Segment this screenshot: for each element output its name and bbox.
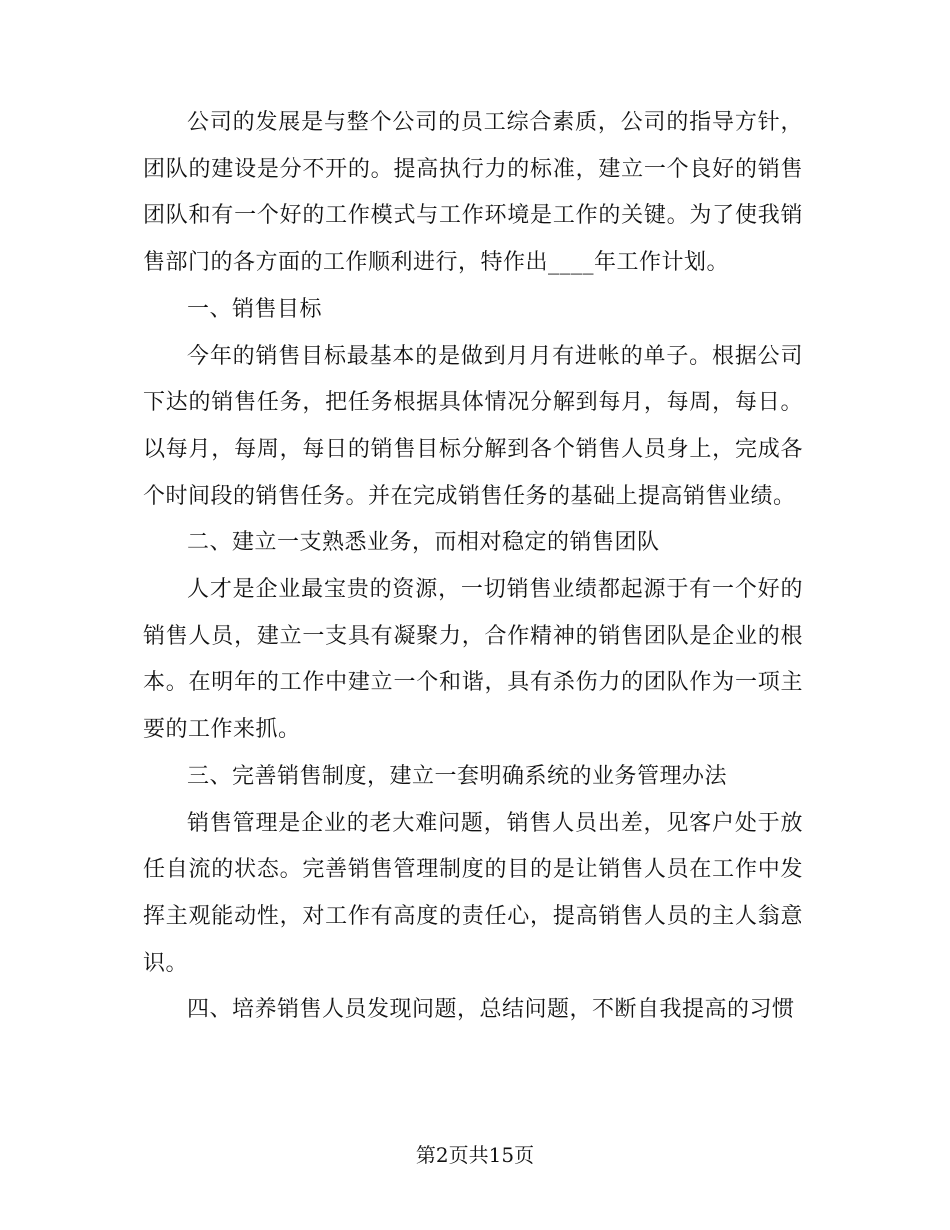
sales-team-paragraph: 人才是企业最宝贵的资源，一切销售业绩都起源于有一个好的销售人员，建立一支具有凝聚力，合作精神的销售团队是企业的根本。在明年的工作中建立一个和谐，具有杀伤力的团队作为一项主要的工作来抓。 (143, 577, 803, 743)
sales-target-paragraph: 今年的销售目标最基本的是做到月月有进帐的单子。根据公司下达的销售任务，把任务根据具体情况分解到每月，每周，每日。以每月，每周，每日的销售目标分解到各个销售人员身上，完成各个时间段的销售任务。并在完成销售任务的基础上提高销售业绩。 (143, 343, 803, 509)
section-heading-self-improvement: 四、培养销售人员发现问题，总结问题，不断自我提高的习惯 (187, 997, 795, 1023)
section-heading-sales-team: 二、建立一支熟悉业务，而相对稳定的销售团队 (187, 530, 660, 556)
section-heading-sales-target: 一、销售目标 (187, 296, 323, 322)
section-heading-sales-system: 三、完善销售制度，建立一套明确系统的业务管理办法 (187, 763, 728, 789)
document-body (143, 100, 803, 1034)
sales-system-paragraph: 销售管理是企业的老大难问题，销售人员出差，见客户处于放任自流的状态。完善销售管理制度的目的是让销售人员在工作中发挥主观能动性，对工作有高度的责任心，提高销售人员的主人翁意识。 (143, 810, 803, 976)
page-number-footer: 第2页共15页 (415, 1143, 535, 1167)
intro-paragraph: 公司的发展是与整个公司的员工综合素质，公司的指导方针，团队的建设是分不开的。提高执行力的标准，建立一个良好的销售团队和有一个好的工作模式与工作环境是工作的关键。为了使我销售部门的各方面的工作顺利进行，特作出____年工作计划。 (143, 110, 803, 276)
